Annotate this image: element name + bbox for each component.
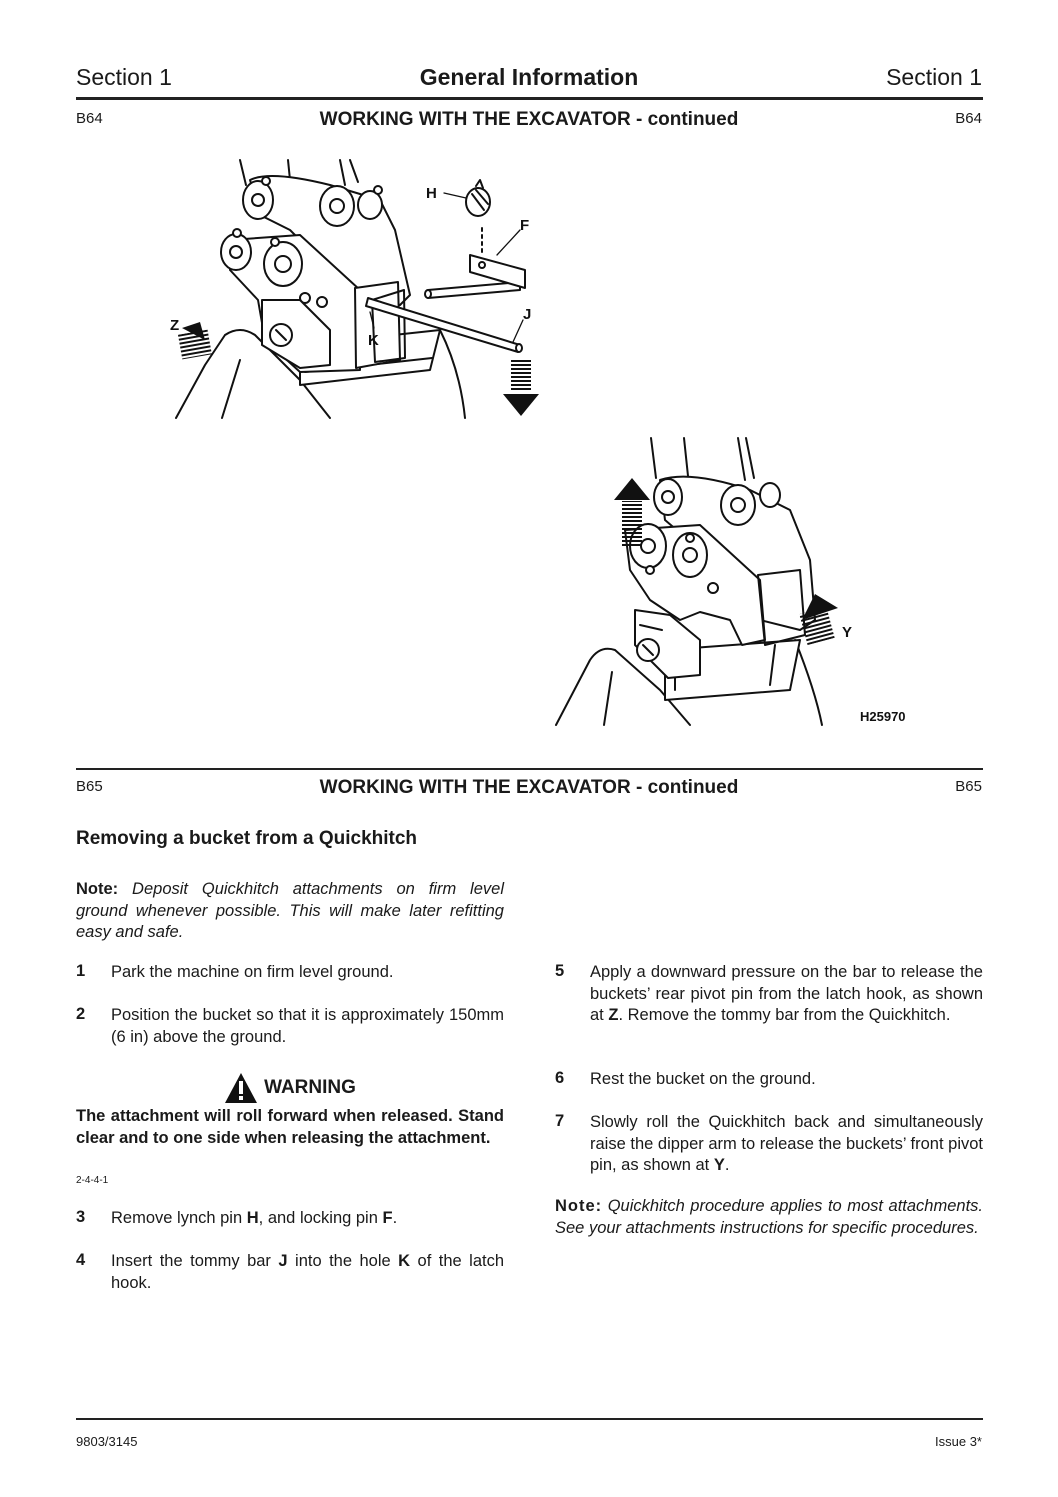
callout-h: H — [426, 185, 437, 202]
callout-f: F — [520, 217, 530, 234]
step-7 — [555, 1112, 983, 1177]
step-text: Park the machine on firm level ground. — [111, 963, 394, 981]
arrow-z-icon — [178, 322, 212, 359]
step-5 — [555, 962, 983, 1027]
step-number: 6 — [555, 1069, 565, 1087]
step-3 — [76, 1208, 504, 1230]
b65-title: WORKING WITH THE EXCAVATOR - continued — [319, 777, 739, 798]
b65-subtitle: Removing a bucket from a Quickhitch — [76, 828, 418, 849]
callout-k: K — [368, 332, 379, 349]
key-h: H — [246, 1209, 259, 1227]
step-number: 1 — [76, 962, 86, 980]
b65-code-right: B65 — [955, 778, 982, 795]
step-number: 5 — [555, 962, 565, 980]
step-number: 3 — [76, 1208, 86, 1226]
note-label: Note: — [555, 1197, 603, 1215]
callout-y: Y — [842, 624, 853, 641]
key-y: Y — [713, 1156, 725, 1174]
step-6 — [555, 1069, 983, 1091]
key-j: J — [278, 1252, 288, 1270]
warning-text: The attachment will roll forward when released. Stand clear and to one side when releasing the attachment. — [76, 1107, 504, 1147]
b65-code-left: B65 — [76, 778, 103, 795]
header-title: General Information — [419, 64, 639, 90]
footer-issue: Issue 3* — [935, 1434, 982, 1449]
step-text: Rest the bucket on the ground. — [590, 1070, 816, 1088]
b64-code-left: B64 — [76, 110, 103, 127]
b64-code-right: B64 — [955, 110, 982, 127]
step-text: Insert the tommy bar J into the hole K of the latch hook. — [111, 1252, 505, 1292]
arrow-down-icon — [503, 358, 539, 416]
step-text: Apply a downward pressure on the bar to release the buckets’ rear pivot pin from the latch hook, as shown at Z. Remove the tommy bar from the Quickhitch. — [590, 963, 983, 1024]
step-4 — [76, 1251, 504, 1294]
figure-ref: H25970 — [860, 709, 906, 724]
callout-j: J — [523, 306, 532, 323]
header-section-right: Section 1 — [886, 64, 982, 90]
note-label: Note: — [76, 880, 119, 898]
step-text: Remove lynch pin H, and locking pin F. — [111, 1209, 398, 1227]
step-number: 7 — [555, 1112, 565, 1130]
note-procedure — [555, 1196, 983, 1239]
step-1 — [76, 962, 504, 984]
warning-label: WARNING — [264, 1077, 356, 1098]
note-deposit — [76, 879, 504, 944]
warning-triangle-icon — [224, 1072, 258, 1104]
lower-drawing — [556, 438, 822, 725]
b64-title: WORKING WITH THE EXCAVATOR - continued — [319, 109, 739, 130]
callout-z: Z — [170, 317, 180, 334]
step-text: Slowly roll the Quickhitch back and simultaneously raise the dipper arm to release the buckets’ front pivot pin, as shown at Y. — [590, 1113, 983, 1174]
section-divider — [76, 768, 983, 770]
note-text: Deposit Quickhitch attachments on firm level ground whenever possible. This will make later refitting easy and safe. — [76, 880, 504, 941]
key-z: Z — [608, 1006, 619, 1024]
footer-rule — [76, 1418, 983, 1420]
step-number: 4 — [76, 1251, 86, 1269]
warning-heading — [76, 1072, 504, 1104]
step-2 — [76, 1005, 504, 1048]
header-section-left: Section 1 — [76, 64, 172, 90]
warning-code: 2-4-4-1 — [76, 1175, 109, 1186]
step-text: Position the bucket so that it is approximately 150mm (6 in) above the ground. — [111, 1006, 504, 1046]
note-text: Quickhitch procedure applies to most attachments. See your attachments instructions for specific procedures. — [555, 1197, 983, 1237]
step-number: 2 — [76, 1005, 86, 1023]
key-k: K — [398, 1252, 411, 1270]
footer-doc-number: 9803/3145 — [76, 1434, 138, 1449]
upper-drawing — [176, 160, 525, 418]
key-f: F — [382, 1209, 393, 1227]
